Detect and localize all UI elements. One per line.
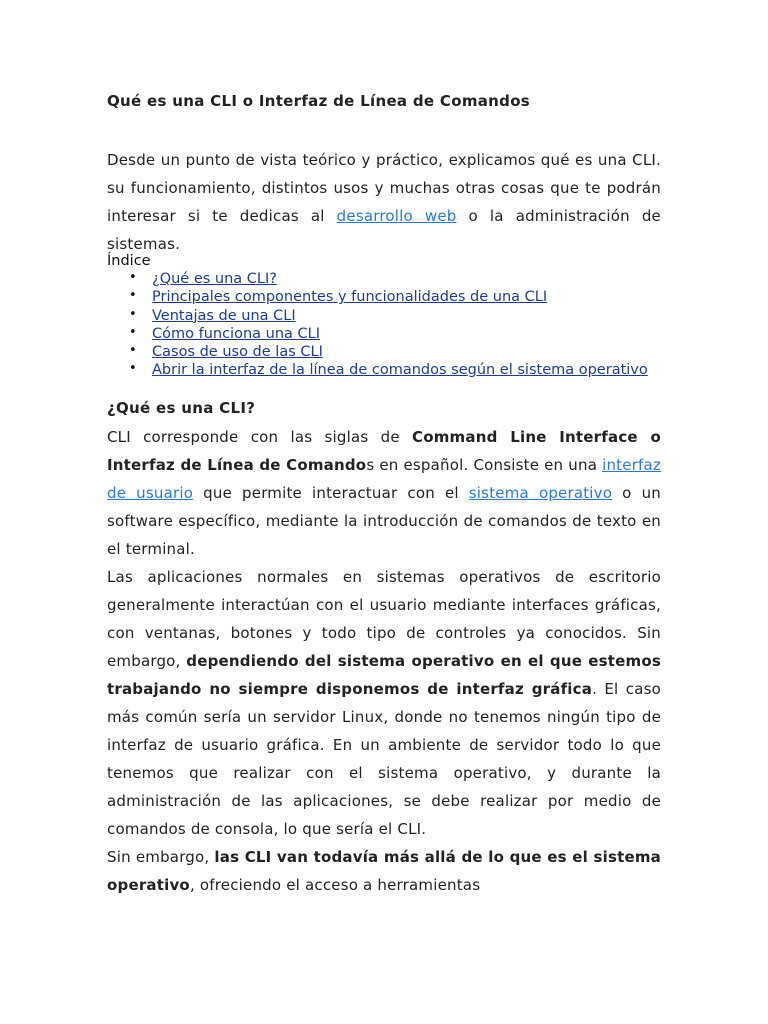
intro-text-1: Desde un punto de vista teórico y práctico, explicamos qué es una CLI. su funcionamiento, distintos usos y muchas otras cosas que te podrán interesar si te dedicas al: [107, 151, 661, 225]
section-que-es-cli: [107, 398, 661, 899]
intro-text-2: o la administración de sistemas.: [107, 207, 661, 253]
intro-paragraph: [107, 146, 661, 258]
p3-bold-1: las CLI van todavía más allá de lo que es el sistema operativo: [107, 848, 661, 894]
bullet-icon: •: [129, 270, 137, 286]
toc-link-componentes[interactable]: Principales componentes y funcionalidades de una CLI: [152, 289, 548, 306]
section-heading: ¿Qué es una CLI?: [107, 399, 256, 417]
section-paragraph-2: [107, 563, 661, 843]
p2-bold-1: dependiendo del sistema operativo en el que estemos trabajando no siempre disponemos de interfaz gráfica: [107, 652, 661, 698]
toc-item-casos-de-uso: [129, 343, 661, 361]
toc-link-casos-de-uso[interactable]: Casos de uso de las CLI: [152, 344, 323, 361]
toc-item-componentes: [129, 288, 661, 306]
bullet-icon: •: [129, 306, 137, 322]
bullet-icon: •: [129, 288, 137, 304]
toc-item-abrir-interfaz: [129, 361, 661, 379]
toc-item-que-es: [129, 270, 661, 288]
section-paragraph-3: [107, 843, 661, 899]
table-of-contents: [107, 252, 661, 379]
toc-link-abrir-interfaz[interactable]: Abrir la interfaz de la línea de comandos según el sistema operativo: [152, 362, 648, 379]
section-paragraph-1: [107, 423, 661, 563]
toc-link-ventajas[interactable]: Ventajas de una CLI: [152, 307, 296, 324]
p3-text-2: , ofreciendo el acceso a herramientas: [189, 876, 481, 894]
page-title: Qué es una CLI o Interfaz de Línea de Comandos: [107, 92, 531, 110]
bullet-icon: •: [129, 324, 137, 340]
toc-item-como-funciona: [129, 324, 661, 343]
p3-text-1: Sin embargo,: [107, 848, 215, 866]
p1-text-3: que permite interactuar con el: [193, 484, 469, 502]
toc-item-ventajas: [129, 306, 661, 325]
p2-text-2: . El caso más común sería un servidor Linux, donde no tenemos ningún tipo de interfaz de usuario gráfica. En un ambiente de servidor todo lo que tenemos que realizar con el sistema operativo, y durante la administración de las aplicaciones, se debe realizar por medio de comandos de consola, lo que sería el CLI.: [107, 680, 661, 838]
toc-list: [107, 270, 661, 379]
interfaz-de-usuario-link[interactable]: interfaz de usuario: [107, 456, 661, 502]
sistema-operativo-link[interactable]: sistema operativo: [468, 484, 613, 502]
toc-heading: Índice: [107, 253, 151, 269]
p1-text-4: o un software específico, mediante la introducción de comandos de texto en el terminal.: [107, 484, 661, 558]
toc-link-que-es[interactable]: ¿Qué es una CLI?: [152, 271, 277, 288]
p1-text-1: CLI corresponde con las siglas de: [107, 428, 413, 446]
p2-text-1: Las aplicaciones normales en sistemas operativos de escritorio generalmente interactúan con el usuario mediante interfaces gráficas, con ventanas, botones y todo tipo de controles ya conocidos. Sin embargo,: [107, 568, 661, 670]
bullet-icon: •: [129, 361, 137, 377]
toc-link-como-funciona[interactable]: Cómo funciona una CLI: [152, 325, 320, 342]
p1-text-2: s en español. Consiste en una: [366, 456, 603, 474]
p1-bold-1: Command Line Interface o Interfaz de Línea de Comando: [107, 428, 661, 474]
bullet-icon: •: [129, 343, 137, 359]
desarrollo-web-link[interactable]: desarrollo web: [336, 207, 457, 225]
